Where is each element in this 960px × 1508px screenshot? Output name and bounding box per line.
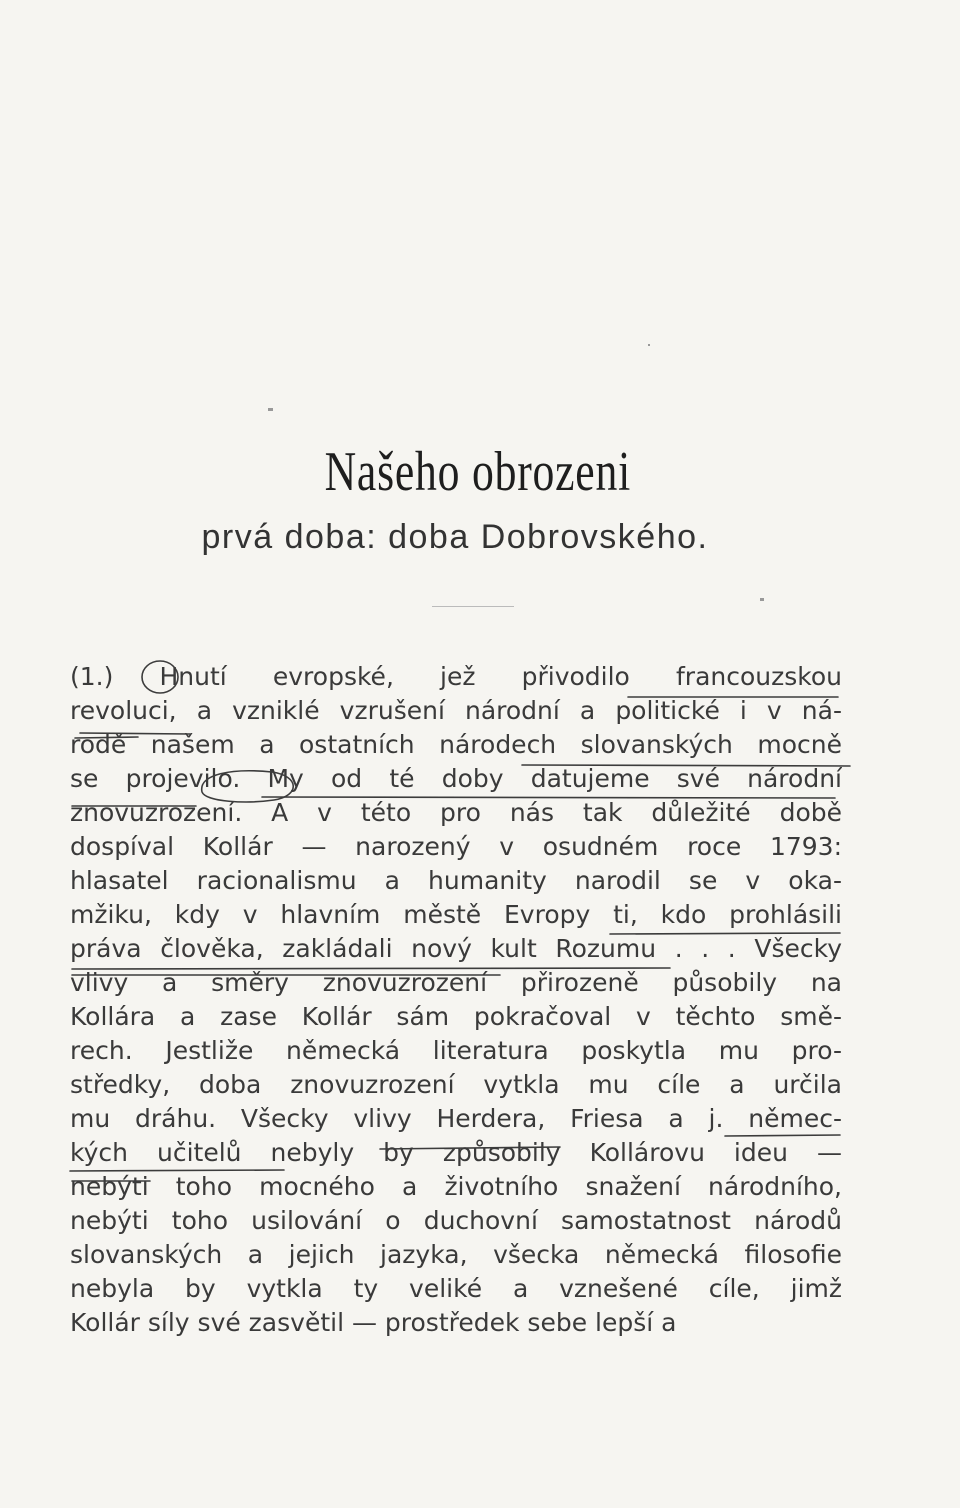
ink-speck [648, 344, 650, 346]
body-paragraph [70, 660, 842, 1340]
text-line: nebyla by vytkla ty veliké a vznešené cíle, jimž [70, 1274, 842, 1303]
text-line: se projevilo. My od té doby datujeme své národní [70, 764, 842, 793]
text-line: (1.) Hnutí evropské, jež přivodilo francouzskou [70, 662, 842, 691]
text-line: znovuzrození. A v této pro nás tak důležité době [70, 798, 842, 827]
chapter-subtitle: prvá doba: doba Dobrovského. [201, 518, 709, 556]
ink-speck [268, 408, 273, 411]
text-line: slovanských a jejich jazyka, všecka německá filosofie [70, 1240, 842, 1269]
text-line: mžiku, kdy v hlavním městě Evropy ti, kdo prohlásili [70, 900, 842, 929]
section-divider [432, 606, 514, 607]
text-line: dospíval Kollár — narozený v osudném roce 1793: [70, 832, 842, 861]
chapter-title: Našeho obrozeni [324, 441, 632, 503]
text-line: Kollár síly své zasvětil — prostředek sebe lepší a [70, 1308, 677, 1337]
text-line: rodě našem a ostatních národech slovanských mocně [70, 730, 842, 759]
text-line: kých učitelů nebyly by způsobily Kollárovu ideu — [70, 1138, 842, 1167]
text-line: práva člověka, zakládali nový kult Rozumu . . . Všecky [70, 934, 842, 963]
text-line: revoluci, a vzniklé vzrušení národní a politické i v ná- [70, 696, 842, 725]
text-line: hlasatel racionalismu a humanity narodil se v oka- [70, 866, 842, 895]
text-line: nebýti toho usilování o duchovní samostatnost národů [70, 1206, 842, 1235]
text-line: vlivy a směry znovuzrození přirozeně působily na [70, 968, 842, 997]
text-line: nebýti toho mocného a životního snažení národního, [70, 1172, 842, 1201]
text-line: rech. Jestliže německá literatura poskytla mu pro- [70, 1036, 842, 1065]
text-line: středky, doba znovuzrození vytkla mu cíle a určila [70, 1070, 842, 1099]
text-line: mu dráhu. Všecky vlivy Herdera, Friesa a j. němec- [70, 1104, 842, 1133]
ink-speck [760, 598, 764, 601]
text-line: Kollára a zase Kollár sám pokračoval v těchto smě- [70, 1002, 842, 1031]
